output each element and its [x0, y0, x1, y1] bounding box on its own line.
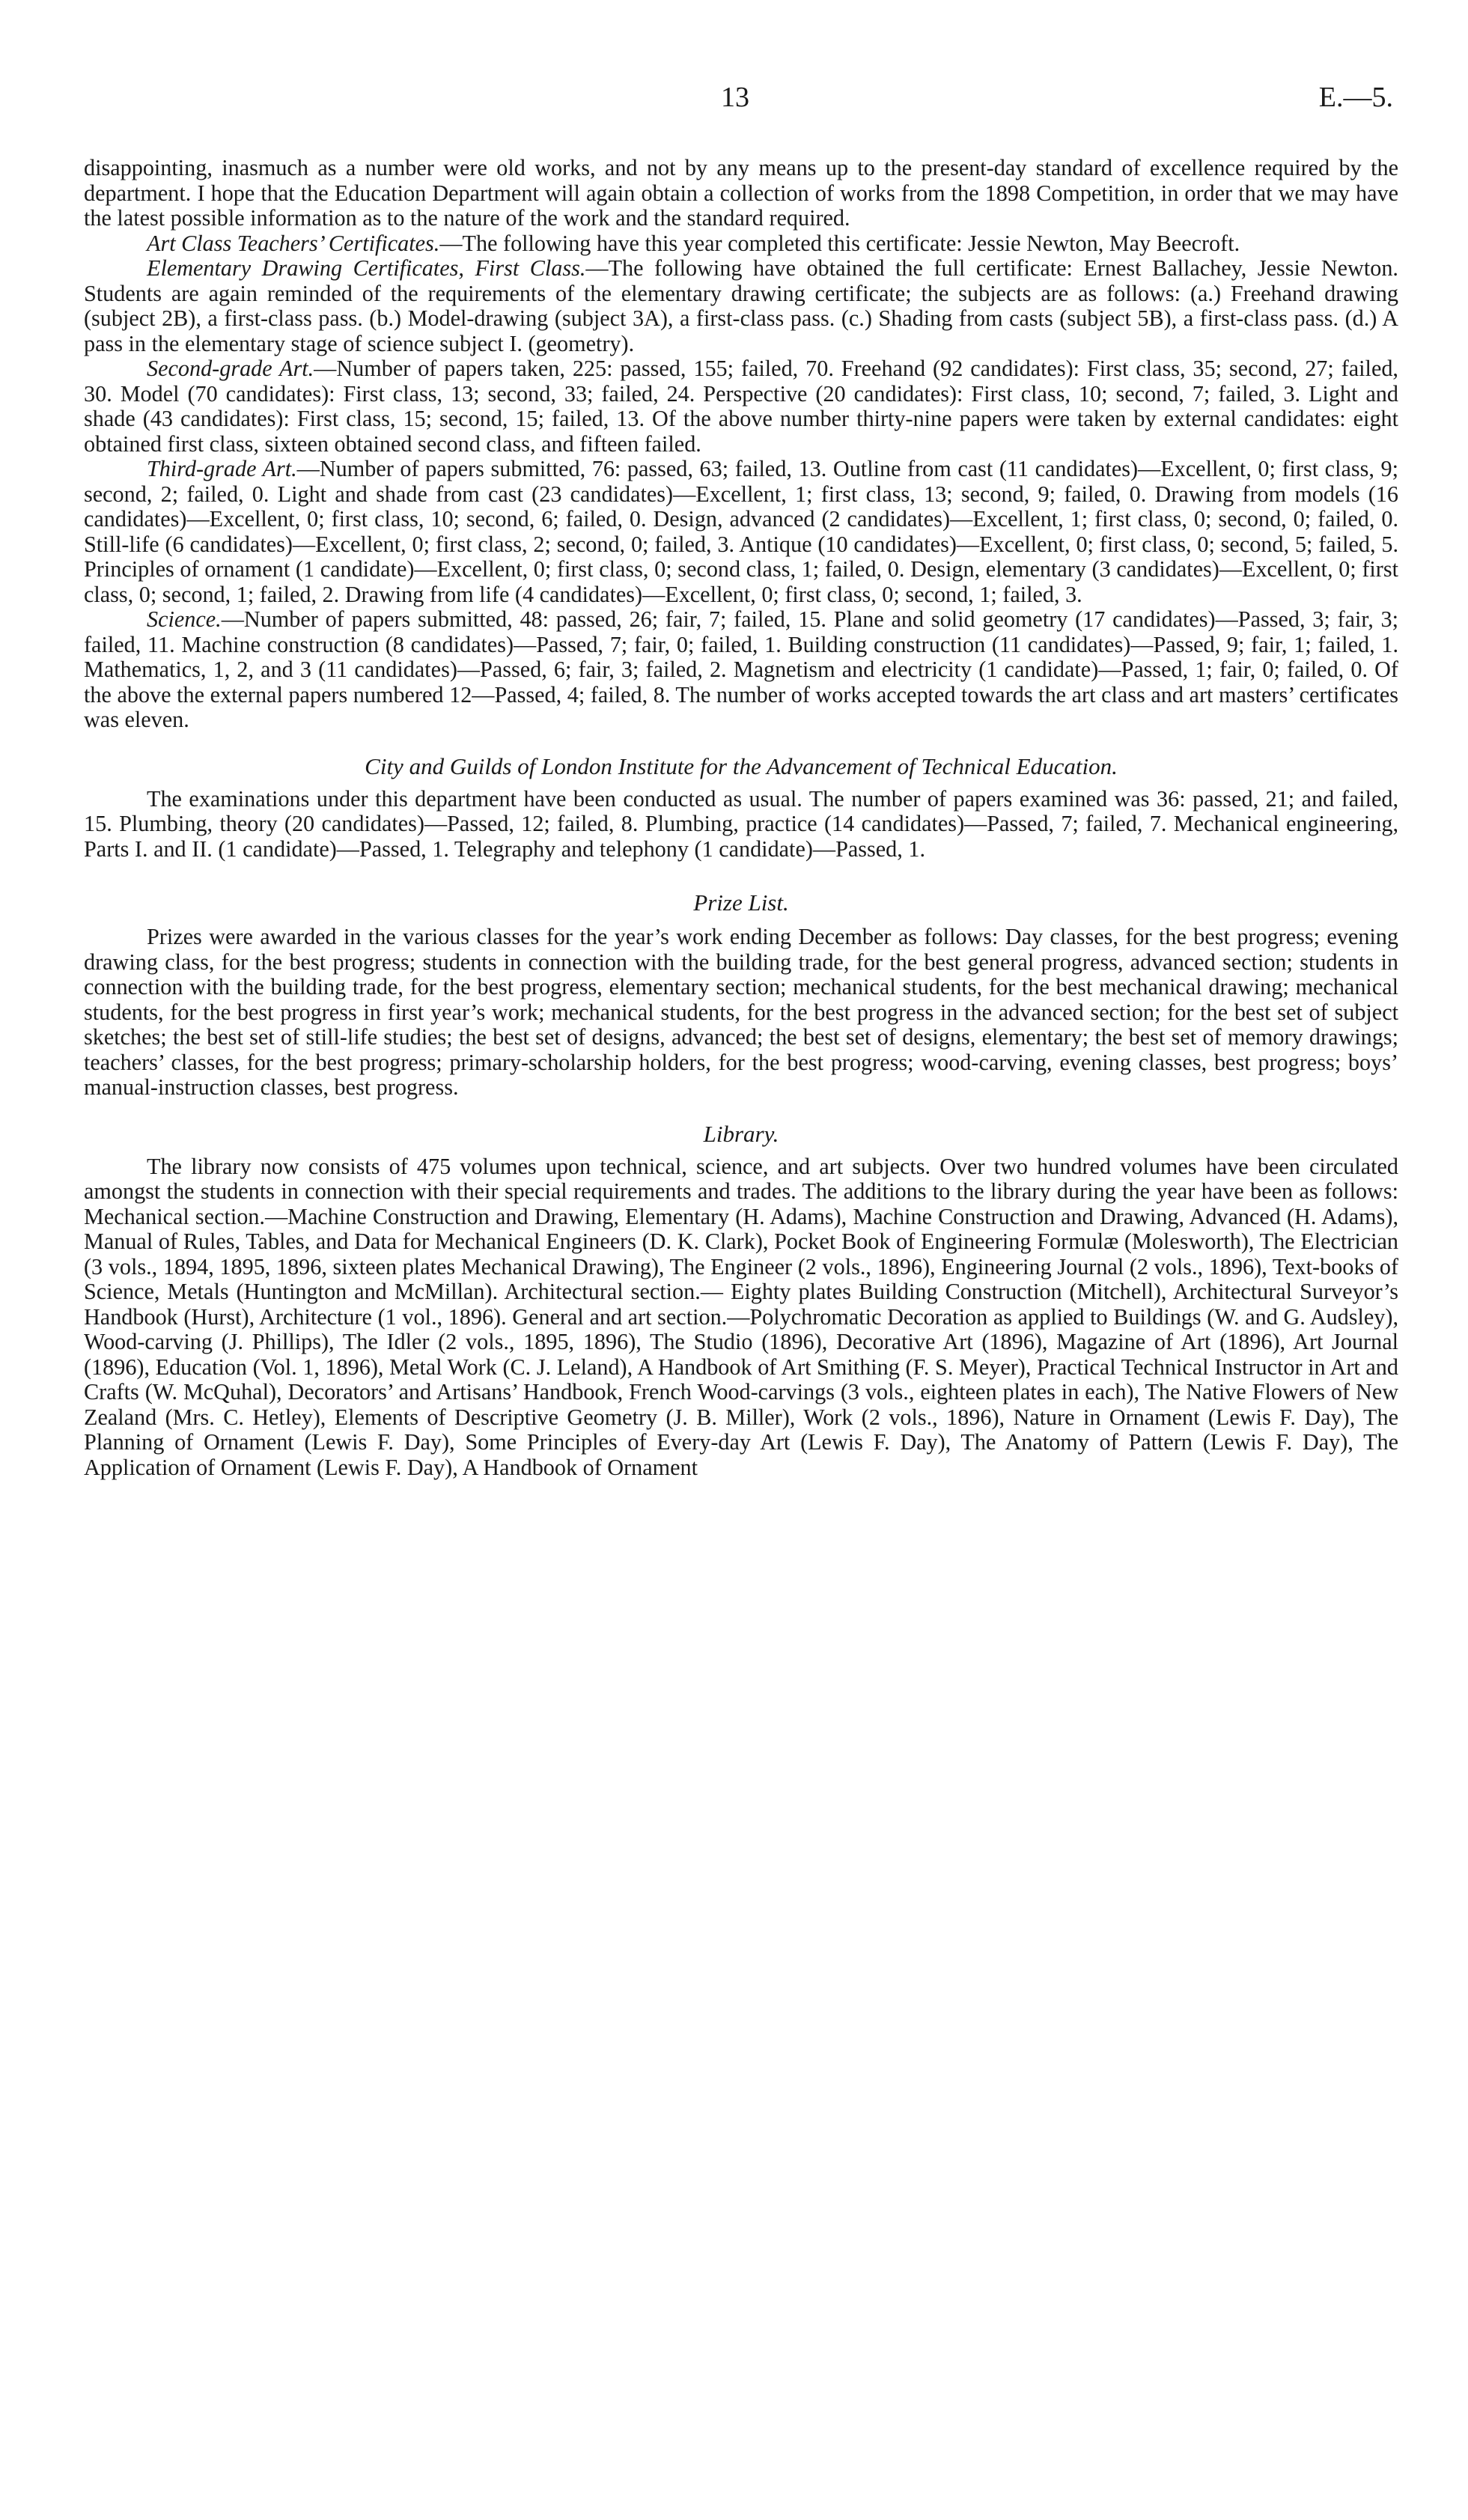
section-heading-city-and-guilds: City and Guilds of London Institute for the Advancement of Technical Education.: [365, 752, 1118, 779]
paragraph-city-and-guilds: The examinations under this department have been conducted as usual. The number of papers examined was 36: passed, 21; and failed, 15. Plumbing, theory (20 candidates)—Passed, 12; failed, 8. Plumbing, practice (14 candidates)—Passed, 7; failed, 7. Mechanical engineering, Parts I. and II. (1 candidate)—Passed, 1. Telegraphy and telephony (1 candidate)—Passed, 1.: [84, 785, 1398, 862]
paragraph-text: —The following have this year completed this certificate: Jessie Newton, May Beecroft.: [439, 230, 1240, 256]
paragraph-title: Third-grade Art.: [147, 456, 297, 481]
section-heading-prize-list: Prize List.: [693, 889, 789, 916]
paragraph-title: Art Class Teachers’ Certificates.: [147, 230, 440, 256]
document-body: [84, 156, 1398, 1480]
paragraph-continuation: disappointing, inasmuch as a number were old works, and not by any means up to the present-day standard of excellence required by the department. I hope that the Education Department will again obtain a collection of works from the 1898 Competition, in order that we may have the latest possible information as to the nature of the work and the standard required.: [84, 155, 1398, 231]
paragraph-prize-list: Prizes were awarded in the various classes for the year’s work ending December as follows: Day classes, for the best progress; evening drawing class, for the best progress; students in connection with the building trade, for the best general progress, advanced section; students in connection with the building trade, for the best progress, elementary section; mechanical students, for the best mechanical drawing; mechanical students, for the best progress in first year’s work; mechanical students, for the best progress in the advanced section; for the best set of subject sketches; the best set of still-life studies; the best set of designs, advanced; the best set of designs, elementary; the best set of memory drawings; teachers’ classes, for the best progress; primary-scholarship holders, for the best progress; wood-carving, evening classes, best progress; boys’ manual-instruction classes, best progress.: [84, 924, 1398, 1100]
paragraph-third-grade-art: [84, 457, 1398, 607]
paragraph-title: Science.: [147, 606, 222, 632]
paragraph-text: —The following have obtained the full certificate: Ernest Ballachey, Jessie Newton. Students are again reminded of the requirements of the elementary drawing certificate; the subjects are as follows: (a.) Freehand drawing (subject 2B), a first-class pass. (b.) Model-drawing (subject 3A), a first-class pass. (c.) Shading from casts (subject 5B), a first-class pass. (d.) A pass in the elementary stage of science subject I. (geometry).: [84, 255, 1398, 356]
paragraph-library: The library now consists of 475 volumes upon technical, science, and art subjects. Over two hundred volumes have been circulated amongst the students in connection with their special requirements and trades. The additions to the library during the year have been as follows: Mechanical section.—Machine Construction and Drawing, Elementary (H. Adams), Machine Construction and Drawing, Advanced (H. Adams), Manual of Rules, Tables, and Data for Mechanical Engineers (D. K. Clark), Pocket Book of Engineering Formulæ (Molesworth), The Electrician (3 vols., 1894, 1895, 1896, sixteen plates Mechanical Drawing), The Engineer (2 vols., 1896), Engineering Journal (2 vols., 1896), Text-books of Science, Metals (Huntington and McMillan). Architectural section.— Eighty plates Building Construction (Mitchell), Architectural Surveyor’s Handbook (Hurst), Architecture (1 vol., 1896). General and art section.—Polychromatic Decoration as applied to Buildings (W. and G. Audsley), Wood-carving (J. Phillips), The Idler (2 vols., 1895, 1896), The Studio (1896), Decorative Art (1896), Magazine of Art (1896), Art Journal (1896), Education (Vol. 1, 1896), Metal Work (C. J. Leland), A Handbook of Art Smithing (F. S. Meyer), Practical Technical Instructor in Art and Crafts (W. McQuhal), Decorators’ and Artisans’ Handbook, French Wood-carvings (3 vols., eighteen plates in each), The Native Flowers of New Zealand (Mrs. C. Hetley), Elements of Descriptive Geometry (J. B. Miller), Work (2 vols., 1896), Nature in Ornament (Lewis F. Day), The Planning of Ornament (Lewis F. Day), Some Principles of Every-day Art (Lewis F. Day), The Anatomy of Pattern (Lewis F. Day), The Application of Ornament (Lewis F. Day), A Handbook of Ornament: [84, 1153, 1398, 1480]
page-number: 13: [721, 82, 749, 113]
section-heading-library: Library.: [703, 1120, 779, 1147]
paragraph-text: —Number of papers submitted, 48: passed, 26; fair, 7; failed, 15. Plane and solid geometry (17 candidates)—Passed, 3; fair, 3; failed, 11. Machine construction (8 candidates)—Passed, 7; fair, 0; failed, 1. Building construction (11 candidates)—Passed, 9; fair, 1; failed, 1. Mathematics, 1, 2, and 3 (11 candidates)—Passed, 6; fair, 3; failed, 2. Magnetism and electricity (1 candidate)—Passed, 1; fair, 0; failed, 0. Of the above the external papers numbered 12—Passed, 4; failed, 8. The number of works accepted towards the art class and art masters’ certificates was eleven.: [84, 606, 1398, 732]
paragraph-art-class-certificates: [84, 231, 1398, 257]
paragraph-text: —Number of papers submitted, 76: passed, 63; failed, 13. Outline from cast (11 candidates)—Excellent, 0; first class, 9; second, 2; failed, 0. Light and shade from cast (23 candidates)—Excellent, 1; first class, 13; second, 9; failed, 0. Drawing from models (16 candidates)—Excellent, 0; first class, 10; second, 6; failed, 0. Design, advanced (2 candidates)—Excellent, 1; first class, 0; second, 0; failed, 0. Still-life (6 candidates)—Excellent, 0; first class, 2; second, 0; failed, 3. Antique (10 candidates)—Excellent, 0; first class, 0; second, 5; failed, 5. Principles of ornament (1 candidate)—Excellent, 0; first class, 0; second class, 1; failed, 0. Design, elementary (3 candidates)—Excellent, 0; first class, 0; second, 1; failed, 2. Drawing from life (4 candidates)—Excellent, 0; first class, 0; second, 1; failed, 3.: [84, 456, 1398, 607]
paragraph-science: [84, 607, 1398, 733]
document-code: E.—5.: [1318, 82, 1393, 113]
paragraph-title: Elementary Drawing Certificates, First Class.: [147, 255, 586, 281]
paragraph-title: Second-grade Art.: [147, 356, 314, 381]
paragraph-elementary-drawing: [84, 256, 1398, 356]
page-header: [0, 81, 1468, 118]
paragraph-second-grade-art: [84, 356, 1398, 457]
paragraph-text: —Number of papers taken, 225: passed, 155; failed, 70. Freehand (92 candidates): First class, 35; second, 27; failed, 30. Model (70 candidates): First class, 13; second, 33; failed, 24. Perspective (20 candidates): First class, 10; second, 7; failed, 3. Light and shade (43 candidates): First class, 15; second, 15; failed, 13. Of the above number thirty-nine papers were taken by external candidates: eight obtained first class, sixteen obtained second class, and fifteen failed.: [84, 356, 1398, 457]
